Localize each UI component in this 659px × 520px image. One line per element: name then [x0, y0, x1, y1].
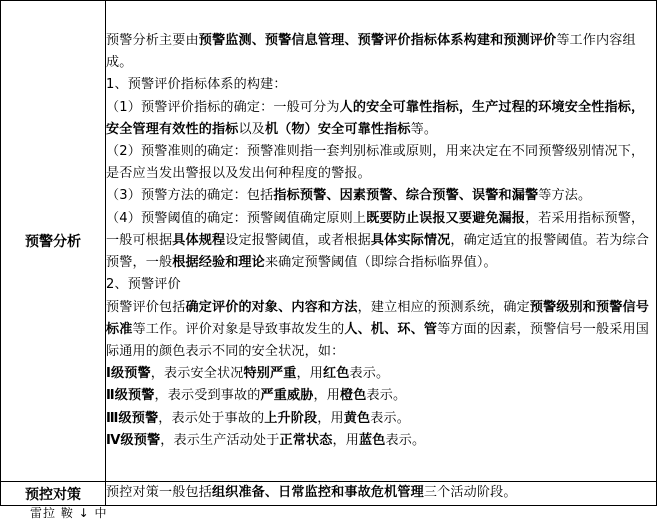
- level-2-warning: Ⅱ级预警，表示受到事故的严重威胁，用橙色表示。: [106, 388, 407, 404]
- section1-item4: （4）预警阈值的确定：预警阈值确定原则上既要防止误报又要避免漏报，若采用指标预警，一般可根据具体规程设定报警阈值，或者根据具体实际情况，确定适宜的报警阈值。若为综合预警，一般根据经验和理论来确定预警阈值（即综合指标临界值）。: [106, 210, 650, 271]
- section2-paragraph: 预警评价包括确定评价的对象、内容和方法，建立相应的预测系统，确定预警级别和预警信号标准等工作。评价对象是导致事故发生的人、机、环、管等方面的因素，预警信号一般采用国际通用的颜色表示不同的安全状况，如：: [106, 299, 650, 359]
- table-row: [1, 1, 657, 482]
- row-header-warning-analysis: 预警分析: [1, 1, 106, 482]
- row-content-warning-analysis: [106, 1, 657, 482]
- section1-item2: （2）预警准则的确定：预警准则指一套判别标准或原则，用来决定在不同预警级别情况下，是否应当发出警报以及发出何种程度的警报。: [106, 144, 645, 182]
- table-row: [1, 482, 657, 506]
- row-header-control-measures: 预控对策: [1, 482, 106, 506]
- intro-paragraph: 预警分析主要由预警监测、预警信息管理、预警评价指标体系构建和预测评价等工作内容组成。: [106, 33, 636, 71]
- control-paragraph: 预控对策一般包括组织准备、日常监控和事故危机管理三个活动阶段。: [106, 485, 517, 501]
- section1-item3: （3）预警方法的确定：包括指标预警、因素预警、综合预警、误警和漏警等方法。: [106, 188, 592, 204]
- section2-title: 2、预警评价: [106, 277, 181, 293]
- level-4-warning: Ⅳ级预警，表示生产活动处于正常状态，用蓝色表示。: [106, 432, 426, 448]
- level-1-warning: Ⅰ级预警，表示安全状况特别严重，用红色表示。: [106, 366, 390, 382]
- row-content-control-measures: [106, 482, 657, 506]
- cut-off-text-fragment: 雷拉 鞍 ↓ 中: [30, 506, 108, 520]
- level-3-warning: Ⅲ级预警，表示处于事故的上升阶段，用黄色表示。: [106, 410, 410, 426]
- section1-item1: （1）预警评价指标的确定：一般可分为人的安全可靠性指标，生产过程的环境安全性指标，安全管理有效性的指标以及机（物）安全可靠性指标等。: [106, 99, 645, 137]
- section1-title: 1、预警评价指标体系的构建：: [106, 77, 287, 93]
